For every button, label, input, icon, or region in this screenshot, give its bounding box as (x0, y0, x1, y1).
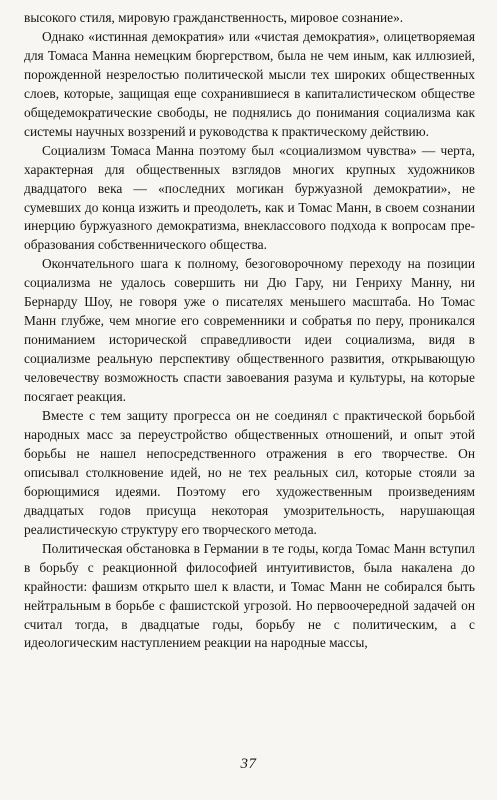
paragraph-5: Вместе с тем защиту прогресса он не соединял с практической борьбой народных масс за переустройство общественных отношений, и опыт этой борьбы не нашел непосредственного отражения в его творчестве. Он описывал столкновение идей, но не тех реальных сил, которые стояли за борющимися идеями. Поэтому его художественным произведениям двадцатых годов присуща некоторая умозрительность, нарушающая реалистическую структуру его творческого метода. (24, 408, 475, 537)
paragraph-6: Политическая обстановка в Германии в те годы, когда Томас Манн вступил в борьбу с реакционной философией интуитивистов, была накалена до крайности: фашизм открыто шел к власти, и Томас Манн не собирался быть нейтральным в борьбе с фашистской угрозой. Но первоочередной задачей он считал тогда, в двадцатые годы, борьбу не с политическим, а с идеологическим наступлением реакции на народные массы, (24, 540, 475, 651)
paragraph-1: высокого стиля, мировую гражданственность, мировое сознание». (24, 10, 404, 25)
paragraph-2: Однако «истинная демократия» или «чистая демократия», олицетворяемая для Томаса Манна немецким бюргерством, была не чем иным, как иллюзией, порожденной незрелостью политической мысли тех широких общественных слоев, которые, защищая еще сохранившиеся в капиталистическом обществе общедемократические свободы, не поднялись до понимания социализма как системы научных воззрений и руководства к практическому действию. (24, 28, 475, 139)
page-number: 37 (240, 756, 257, 772)
body-text (24, 9, 475, 653)
paragraph-3: Социализм Томаса Манна поэтому был «социализмом чувства» — черта, характерная для общественных взглядов многих крупных художников двадцатого века — «последних могикан буржуазной демократии», не сумевших до конца изжить и преодолеть, как и Томас Манн, в своем сознании инерцию буржуазного демократизма, внеклассового подхода к вопросам преобразования собственнического общества. (24, 142, 475, 253)
paragraph-4: Окончательного шага к полному, безоговорочному переходу на позиции социализма не удалось совершить ни Дю Гару, ни Генриху Манну, ни Бернарду Шоу, не говоря уже о писателях меньшего масштаба. Но Томас Манн глубже, чем многие его современники и собратья по перу, проникался пониманием исторической справедливости идеи социализма, видя в социализме реальную перспективу общественного развития, открывающую человечеству возможность спасти завоевания разума и культуры, на которые посягает реакция. (24, 256, 475, 405)
